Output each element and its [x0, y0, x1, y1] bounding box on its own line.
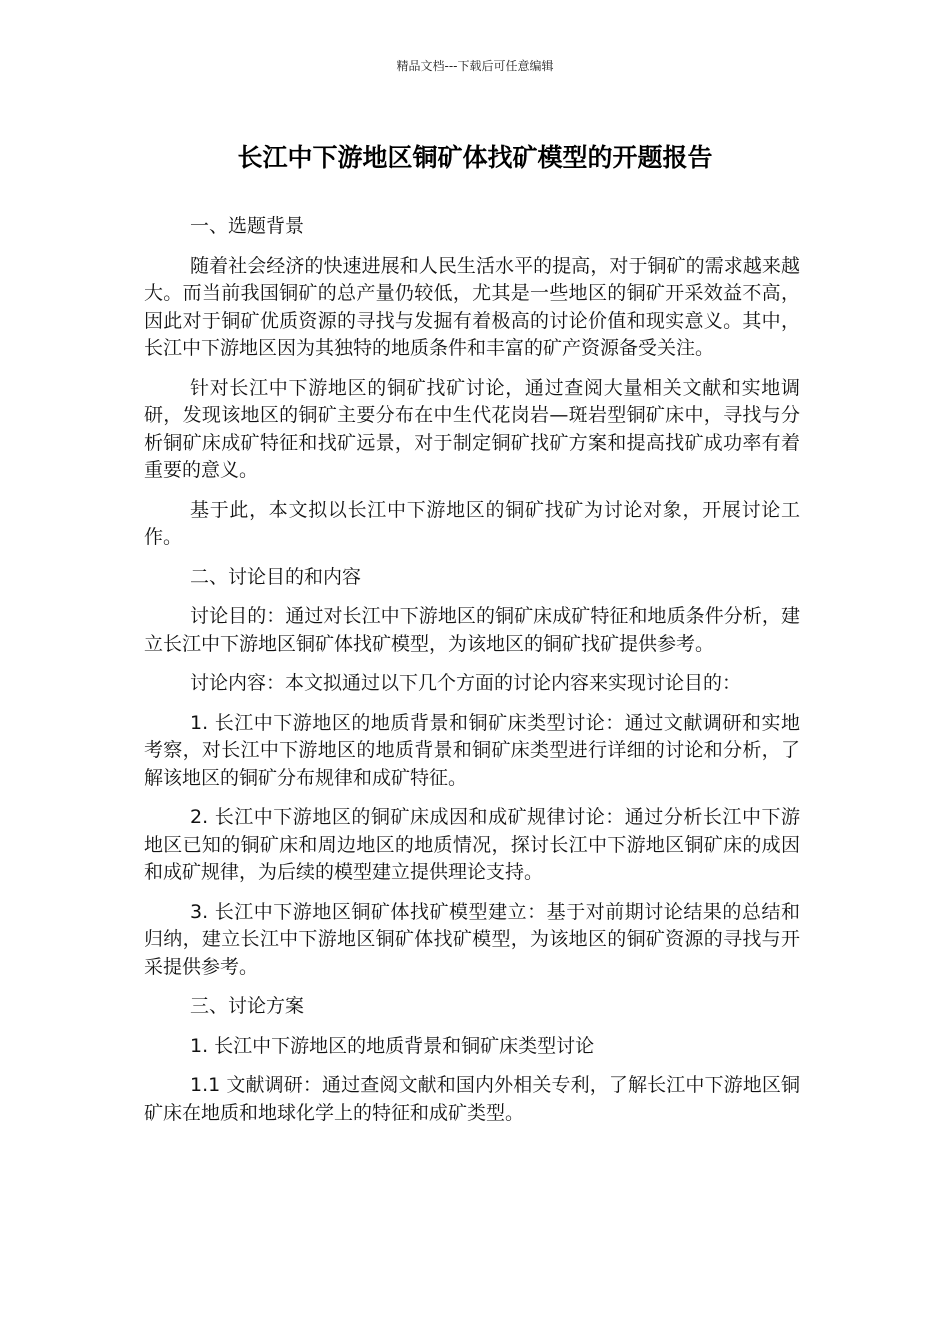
- section-heading-background: 一、选题背景: [190, 215, 305, 237]
- document-body: [144, 213, 800, 1139]
- subheading-plan-1: 1. 长江中下游地区的地质背景和铜矿床类型讨论: [190, 1034, 595, 1057]
- paragraph-content-intro: 讨论内容：本文拟通过以下几个方面的讨论内容来实现讨论目的：: [190, 672, 742, 694]
- paragraph-background-2: 针对长江中下游地区的铜矿找矿讨论，通过查阅大量相关文献和实地调研，发现该地区的铜矿主要分布在中生代花岗岩—斑岩型铜矿床中，寻找与分析铜矿床成矿特征和找矿远景，对于制定铜矿找矿方案和提高找矿成功率有着重要的意义。: [144, 376, 800, 481]
- list-item-content-2: 2. 长江中下游地区的铜矿床成因和成矿规律讨论：通过分析长江中下游地区已知的铜矿床和周边地区的地质情况，探讨长江中下游地区铜矿床的成因和成矿规律，为后续的模型建立提供理论支持。: [144, 806, 800, 883]
- document-title: 长江中下游地区铜矿体找矿模型的开题报告: [237, 143, 713, 172]
- paragraph-plan-1-1: 1.1 文献调研：通过查阅文献和国内外相关专利，了解长江中下游地区铜矿床在地质和地球化学上的特征和成矿类型。: [144, 1074, 800, 1124]
- list-item-content-3: 3. 长江中下游地区铜矿体找矿模型建立：基于对前期讨论结果的总结和归纳，建立长江中下游地区铜矿体找矿模型，为该地区的铜矿资源的寻找与开采提供参考。: [144, 900, 800, 978]
- section-heading-purpose: 二、讨论目的和内容: [190, 565, 362, 588]
- paragraph-purpose: 讨论目的：通过对长江中下游地区的铜矿床成矿特征和地质条件分析，建立长江中下游地区铜矿体找矿模型，为该地区的铜矿找矿提供参考。: [144, 605, 800, 655]
- page-header-note: 精品文档---下载后可任意编辑: [396, 59, 554, 73]
- list-item-content-1: 1. 长江中下游地区的地质背景和铜矿床类型讨论：通过文献调研和实地考察，对长江中下游地区的地质背景和铜矿床类型进行详细的讨论和分析，了解该地区的铜矿分布规律和成矿特征。: [144, 711, 800, 789]
- paragraph-background-3: 基于此，本文拟以长江中下游地区的铜矿找矿为讨论对象，开展讨论工作。: [144, 498, 800, 548]
- paragraph-background-1: 随着社会经济的快速进展和人民生活水平的提高，对于铜矿的需求越来越大。而当前我国铜矿的总产量仍较低，尤其是一些地区的铜矿开采效益不高，因此对于铜矿优质资源的寻找与发掘有着极高的讨论价值和现实意义。其中，长江中下游地区因为其独特的地质条件和丰富的矿产资源备受关注。: [144, 254, 800, 359]
- section-heading-plan: 三、讨论方案: [190, 995, 305, 1017]
